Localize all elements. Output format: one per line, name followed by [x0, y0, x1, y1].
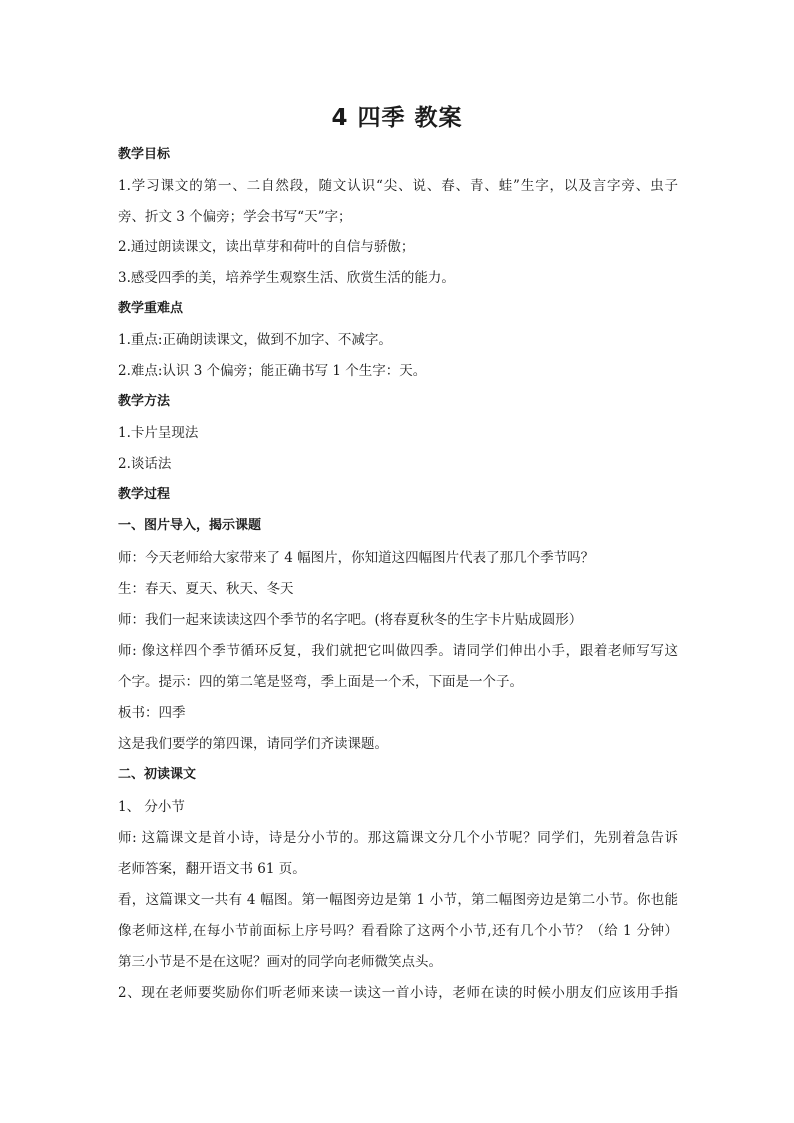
- heading-process: 教学过程: [118, 487, 171, 502]
- heading-key-points: 教学重难点: [118, 301, 184, 316]
- paragraph-reward: 2、现在老师要奖励你们听老师来读一读这一首小诗，老师在读的时候小朋友们应该用手指: [118, 985, 678, 1001]
- paragraph-lesson: 这是我们要学的第四课，请同学们齐读课题。: [118, 736, 388, 752]
- paragraph-teacher-4-line-2: 老师答案，翻开语文书 61 页。: [118, 861, 306, 877]
- heading-methods: 教学方法: [118, 394, 171, 409]
- paragraph-look-line-1: 看，这篇课文一共有 4 幅图。第一幅图旁边是第 1 小节，第二幅图旁边是第二小节。你也能: [118, 892, 678, 908]
- paragraph-student-1: 生：春天、夏天、秋天、冬天: [118, 581, 294, 597]
- goal-1-line-2: 旁、折文 3 个偏旁；学会书写“天”字；: [118, 209, 352, 225]
- paragraph-board: 板书：四季: [118, 705, 186, 721]
- document-title: 4 四季 教案: [331, 105, 463, 131]
- paragraph-teacher-2: 师：我们一起来读读这四个季节的名字吧。(将春夏秋冬的生字卡片贴成圆形）: [118, 612, 583, 628]
- goal-1-line-1: 1.学习课文的第一、二自然段，随文认识“尖、说、春、青、蛙”生字，以及言字旁、虫子: [118, 178, 678, 194]
- goal-2: 2.通过朗读课文，读出草芽和荷叶的自信与骄傲；: [118, 239, 415, 255]
- goal-3: 3.感受四季的美，培养学生观察生活、欣赏生活的能力。: [118, 270, 455, 286]
- method-1: 1.卡片呈现法: [118, 425, 199, 441]
- heading-first-reading: 二、初读课文: [118, 767, 197, 782]
- paragraph-teacher-4-line-1: 师: 这篇课文是首小诗，诗是分小节的。那这篇课文分几个小节呢？同学们，先别着急告诉: [118, 830, 678, 846]
- paragraph-teacher-3-line-2: 个字。提示：四的第二笔是竖弯，季上面是一个禾，下面是一个子。: [118, 674, 523, 690]
- paragraph-teacher-3-line-1: 师: 像这样四个季节循环反复，我们就把它叫做四季。请同学们伸出小手，跟着老师写写这: [118, 643, 678, 659]
- key-point-2: 2.难点:认识 3 个偏旁；能正确书写 1 个生字：天。: [118, 363, 427, 379]
- heading-intro: 一、图片导入，揭示课题: [118, 518, 262, 533]
- method-2: 2.谈话法: [118, 456, 172, 472]
- list-item-sections: 1、 分小节: [118, 799, 185, 815]
- paragraph-teacher-1: 师：今天老师给大家带来了 4 幅图片，你知道这四幅图片代表了那几个季节吗？: [118, 550, 595, 566]
- heading-teaching-goals: 教学目标: [118, 147, 171, 162]
- key-point-1: 1.重点:正确朗读课文，做到不加字、不减字。: [118, 332, 392, 348]
- paragraph-look-line-3: 第三小节是不是在这呢？画对的同学向老师微笑点头。: [118, 954, 442, 970]
- paragraph-look-line-2: 像老师这样,在每小节前面标上序号吗？看看除了这两个小节,还有几个小节？（给 1 分钟）: [118, 923, 678, 939]
